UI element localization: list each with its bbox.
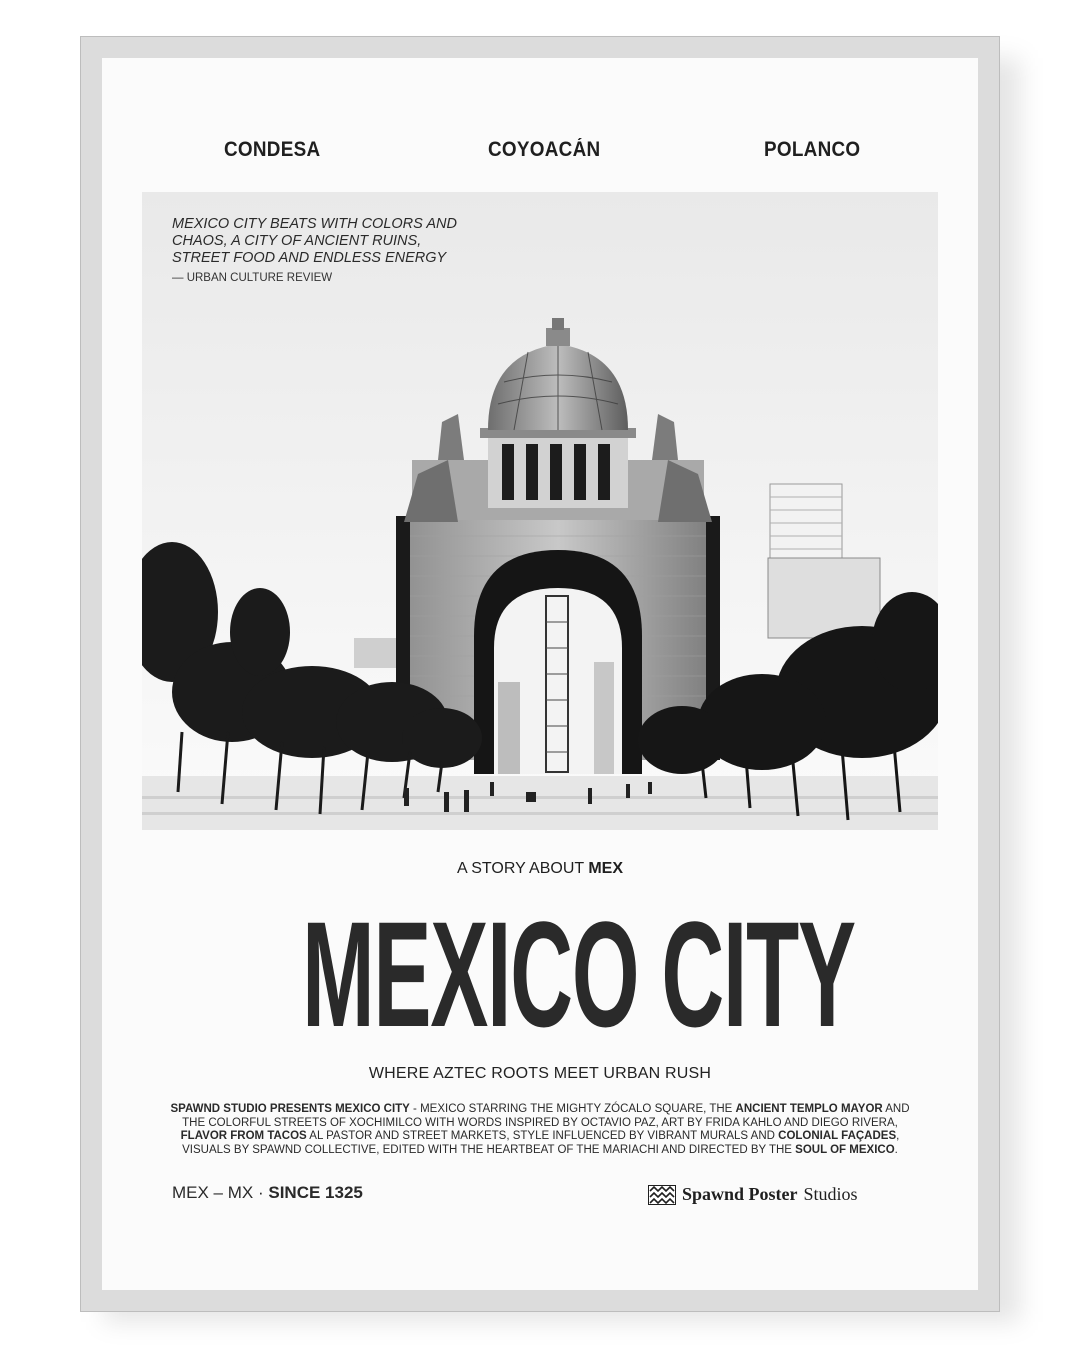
quote-source: — URBAN CULTURE REVIEW xyxy=(172,272,333,284)
city-codes xyxy=(172,1183,363,1203)
poster-title: MEXICO CITY xyxy=(302,890,855,1058)
neighborhood-condesa: CONDESA xyxy=(224,138,321,161)
since-label: SINCE 1325 xyxy=(268,1183,363,1202)
credits-highlight: SOUL OF MEXICO xyxy=(795,1143,895,1156)
credits-block xyxy=(166,1103,914,1157)
story-subject: MEX xyxy=(588,860,623,877)
city-code-label: MEX – MX · xyxy=(172,1183,264,1202)
credits-highlight: COLONIAL FAÇADES xyxy=(778,1130,897,1142)
credits-text: , VISUALS BY SPAWND COLLECTIVE, EDITED WITH THE HEARTBEAT OF THE MARIACHI AND DIRECTED BY THE xyxy=(182,1130,900,1156)
story-line xyxy=(102,860,978,878)
credits-text: AL PASTOR AND STREET MARKETS, STYLE INFLUENCED BY VIBRANT MURALS AND xyxy=(306,1130,779,1142)
credits-text: - MEXICO STARRING THE MIGHTY ZÓCALO SQUARE, THE xyxy=(409,1103,736,1115)
monument-photo xyxy=(142,192,938,830)
studio-brand: Spawnd Poster xyxy=(682,1184,798,1204)
tagline: WHERE AZTEC ROOTS MEET URBAN RUSH xyxy=(368,1065,712,1082)
story-prefix: A STORY ABOUT xyxy=(457,860,584,877)
credits-highlight: FLAVOR FROM TACOS xyxy=(180,1130,307,1142)
poster xyxy=(102,58,978,1290)
studio-credit xyxy=(648,1184,858,1205)
credits-highlight: SPAWND STUDIO PRESENTS MEXICO CITY xyxy=(170,1103,410,1115)
credits-text: . xyxy=(894,1143,898,1156)
credits-text: AND THE COLORFUL STREETS OF XOCHIMILCO WITH WORDS INSPIRED BY OCTAVIO PAZ, ART BY FRIDA KAHLO AND DIEGO RIVERA, xyxy=(182,1103,910,1129)
spawnd-logo-icon xyxy=(648,1185,676,1205)
credits-highlight: ANCIENT TEMPLO MAYOR xyxy=(735,1103,883,1115)
poster-frame xyxy=(80,36,1000,1312)
neighborhood-polanco: POLANCO xyxy=(764,138,861,161)
neighborhood-coyoacan: COYOACÁN xyxy=(488,138,601,161)
poster-title-wrap xyxy=(102,890,978,1058)
studio-suffix: Studios xyxy=(803,1184,858,1204)
quote-text: MEXICO CITY BEATS WITH COLORS AND CHAOS, A CITY OF ANCIENT RUINS, STREET FOOD AND ENDLESS ENERGY xyxy=(172,216,457,266)
